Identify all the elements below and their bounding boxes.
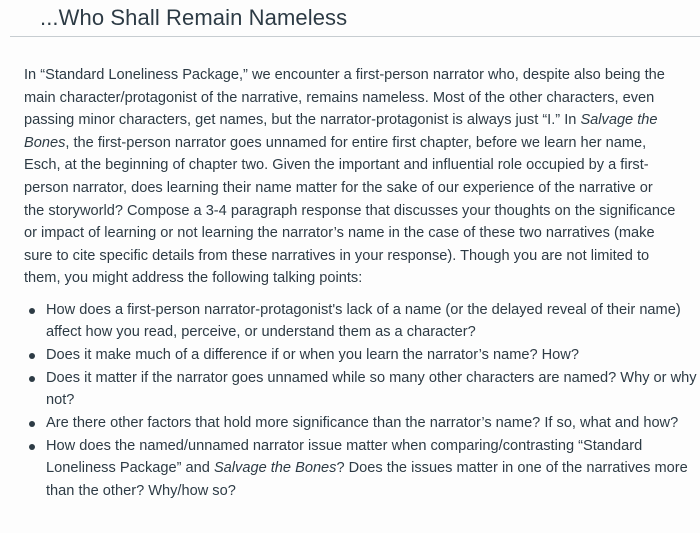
list-item [46, 435, 700, 502]
prompt-text-part-1: In “Standard Loneliness Package,” we encounter a first-person narrator who, despite also being the main character/protagonist of the narrative, remains nameless. Most of the other characters, even passing minor characters, get names, but the narrator-protagonist is always just “I.” In [24, 67, 665, 129]
page-title: ...Who Shall Remain Nameless [40, 5, 348, 30]
bullet-icon [29, 444, 35, 450]
talking-point-text: Does it make much of a difference if or when you learn the narrator’s name? How? [46, 347, 579, 364]
title-bar [10, 0, 700, 37]
bullet-icon [29, 421, 35, 427]
bullet-icon [29, 376, 35, 382]
list-item [46, 344, 700, 366]
talking-point-text: How does a first-person narrator-protagonist's lack of a name (or the delayed reveal of their name) affect how you read, perceive, or understand them as a character? [46, 302, 681, 341]
list-item [46, 299, 700, 344]
bullet-icon [29, 308, 35, 314]
book-title-salvage-the-bones: Salvage the Bones [24, 112, 658, 151]
list-item [46, 367, 700, 412]
list-item [46, 412, 700, 434]
talking-point-text: Does it matter if the narrator goes unnamed while so many other characters are named? Why or why not? [46, 370, 697, 409]
talking-points-list [24, 299, 700, 503]
talking-point-text: Are there other factors that hold more significance than the narrator’s name? If so, what and how? [46, 415, 679, 432]
talking-point-text-part-1: How does the named/unnamed narrator issue matter when comparing/contrasting “Standard Loneliness Package” and [46, 438, 643, 477]
prompt-text-part-2: , the first-person narrator goes unnamed for entire first chapter, before we learn her name, Esch, at the beginning of chapter two. Given the important and influential role occupied by a first-person narrator, does learning their name matter for the sake of our experience of the narrative or the storyworld? Compose a 3-4 paragraph response that discusses your thoughts on the significance or impact of learning or not learning the narrator’s name in the case of these two narratives (make sure to cite specific details from these narratives in your response). Though you are not limited to them, you might address the following talking points: [24, 134, 676, 287]
talking-point-text-part-2: ? Does the issues matter in one of the narratives more than the other? Why/how so? [46, 460, 688, 499]
book-title-salvage-the-bones: Salvage the Bones [213, 460, 337, 477]
bullet-icon [29, 353, 35, 359]
prompt-paragraph [24, 64, 676, 290]
